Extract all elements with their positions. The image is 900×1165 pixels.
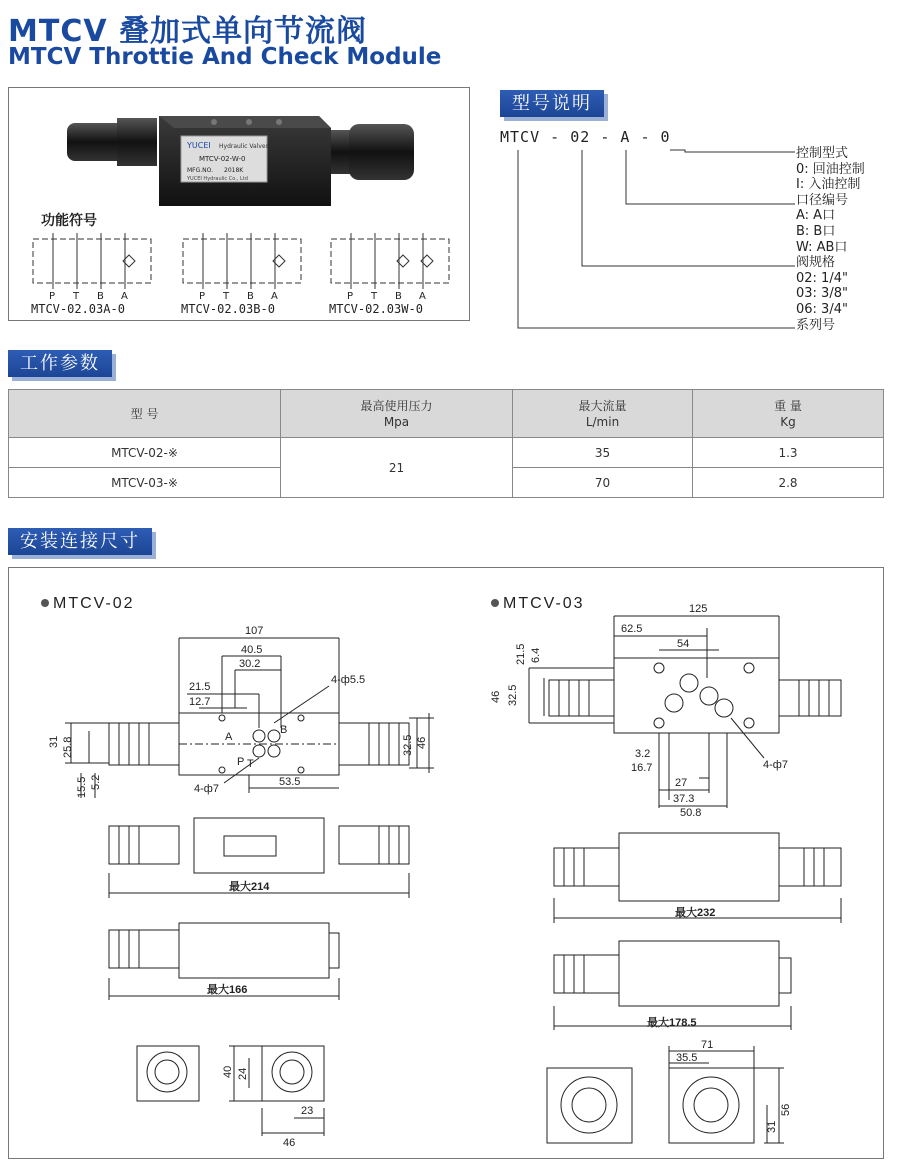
svg-text:37.3: 37.3 — [673, 793, 695, 805]
section-dimensions: 安装连接尺寸 — [8, 528, 152, 555]
svg-text:107: 107 — [245, 625, 264, 637]
svg-text:27: 27 — [675, 777, 688, 789]
svg-text:4-ф5.5: 4-ф5.5 — [331, 674, 366, 686]
svg-text:46: 46 — [490, 690, 502, 703]
port-label: B — [395, 291, 402, 302]
func-symbol-title: 功能符号 — [41, 213, 97, 229]
symbol-label: MTCV-02.03A-0 — [31, 302, 125, 313]
svg-text:25.8: 25.8 — [62, 736, 74, 758]
svg-text:B: B — [280, 724, 288, 736]
port-label: B — [97, 291, 104, 302]
symbol-frame — [33, 239, 151, 283]
section-params: 工作参数 — [8, 350, 112, 377]
svg-text:最大178.5: 最大178.5 — [647, 1017, 697, 1029]
port-label: A — [121, 291, 128, 302]
svg-text:125: 125 — [689, 603, 708, 615]
svg-text:31: 31 — [48, 735, 60, 748]
svg-text:最大166: 最大166 — [207, 984, 248, 996]
model-code-string: MTCV - 02 - A - 0 — [500, 128, 671, 146]
svg-text:16.7: 16.7 — [631, 762, 653, 774]
svg-text:31: 31 — [766, 1120, 778, 1133]
svg-text:54: 54 — [677, 638, 690, 650]
svg-text:62.5: 62.5 — [621, 623, 643, 635]
symbol-frame — [183, 239, 301, 283]
model-code-legend: 控制型式 0: 回油控制 I: 入油控制 口径编号 A: A口 B: B口 W: AB口 阀规格 02: 1/4" 03: 3/8" 06: 3/4" 系列号 — [796, 146, 865, 333]
svg-text:40.5: 40.5 — [241, 644, 263, 656]
svg-text:A: A — [225, 731, 233, 743]
th-model: 型 号 — [9, 390, 281, 438]
mtcv03-title: MTCV-03 — [503, 595, 585, 612]
label-mfg-key: MFG.NO. — [187, 167, 214, 174]
params-table — [8, 389, 884, 498]
svg-text:56: 56 — [780, 1103, 792, 1116]
label-brand: YUCEI — [187, 141, 211, 150]
product-box — [8, 87, 470, 321]
svg-text:53.5: 53.5 — [279, 776, 301, 788]
svg-text:4-ф7: 4-ф7 — [194, 783, 219, 795]
svg-text:12.7: 12.7 — [189, 696, 211, 708]
svg-text:24: 24 — [237, 1067, 249, 1080]
dimension-drawings — [9, 568, 883, 1158]
svg-text:46: 46 — [416, 736, 428, 749]
page-title-cn: MTCV 叠加式单向节流阀 — [8, 14, 367, 49]
symbol-label: MTCV-02.03W-0 — [329, 302, 423, 313]
svg-text:32.5: 32.5 — [507, 684, 519, 706]
symbol-frame — [331, 239, 449, 283]
label-mfg-val: 2018K — [224, 167, 244, 174]
model-code-leaders — [500, 140, 800, 340]
th-flow: 最大流量 L/min — [513, 390, 693, 438]
symbols-row — [31, 233, 471, 313]
svg-text:最大214: 最大214 — [229, 881, 270, 893]
page-title-en: MTCV Throttie And Check Module — [8, 44, 442, 70]
svg-text:21.5: 21.5 — [515, 643, 527, 665]
svg-text:30.2: 30.2 — [239, 658, 261, 670]
svg-text:21.5: 21.5 — [189, 681, 211, 693]
port-label: A — [419, 291, 426, 302]
label-sub: Hydraulic Valves — [219, 143, 269, 150]
th-pressure: 最高使用压力 Mpa — [281, 390, 513, 438]
label-company: YUCEI Hydraulic Co., Ltd — [187, 176, 248, 182]
port-label: P — [199, 291, 206, 302]
svg-text:3.2: 3.2 — [635, 748, 651, 760]
label-model: MTCV-02-W-0 — [199, 155, 246, 163]
table-row: MTCV-03-※ 70 2.8 — [9, 468, 884, 498]
symbol-label: MTCV-02.03B-0 — [181, 302, 275, 313]
port-label: P — [49, 291, 56, 302]
port-label: B — [247, 291, 254, 302]
dimensions-box — [8, 567, 884, 1159]
mtcv02-title: MTCV-02 — [53, 595, 135, 612]
table-row: MTCV-02-※ 21 35 1.3 — [9, 438, 884, 468]
svg-text:T: T — [247, 758, 254, 770]
svg-text:40: 40 — [222, 1065, 234, 1078]
port-label: T — [371, 291, 378, 302]
port-label: T — [73, 291, 80, 302]
th-weight: 重 量 Kg — [693, 390, 884, 438]
port-label: P — [347, 291, 354, 302]
svg-text:32.5: 32.5 — [402, 734, 414, 756]
svg-text:15.5: 15.5 — [76, 776, 88, 798]
svg-text:P: P — [237, 756, 245, 768]
svg-text:最大232: 最大232 — [675, 907, 716, 919]
svg-text:6.4: 6.4 — [530, 647, 542, 663]
port-label: A — [271, 291, 278, 302]
svg-text:71: 71 — [701, 1039, 714, 1051]
port-label: T — [223, 291, 230, 302]
function-symbols-graphic — [31, 233, 471, 313]
svg-text:5.2: 5.2 — [90, 774, 102, 790]
svg-text:35.5: 35.5 — [676, 1052, 698, 1064]
svg-text:23: 23 — [301, 1105, 314, 1117]
svg-text:50.8: 50.8 — [680, 807, 702, 819]
svg-text:46: 46 — [283, 1137, 296, 1149]
section-model-code: 型号说明 — [500, 90, 604, 117]
svg-text:4-ф7: 4-ф7 — [763, 759, 788, 771]
